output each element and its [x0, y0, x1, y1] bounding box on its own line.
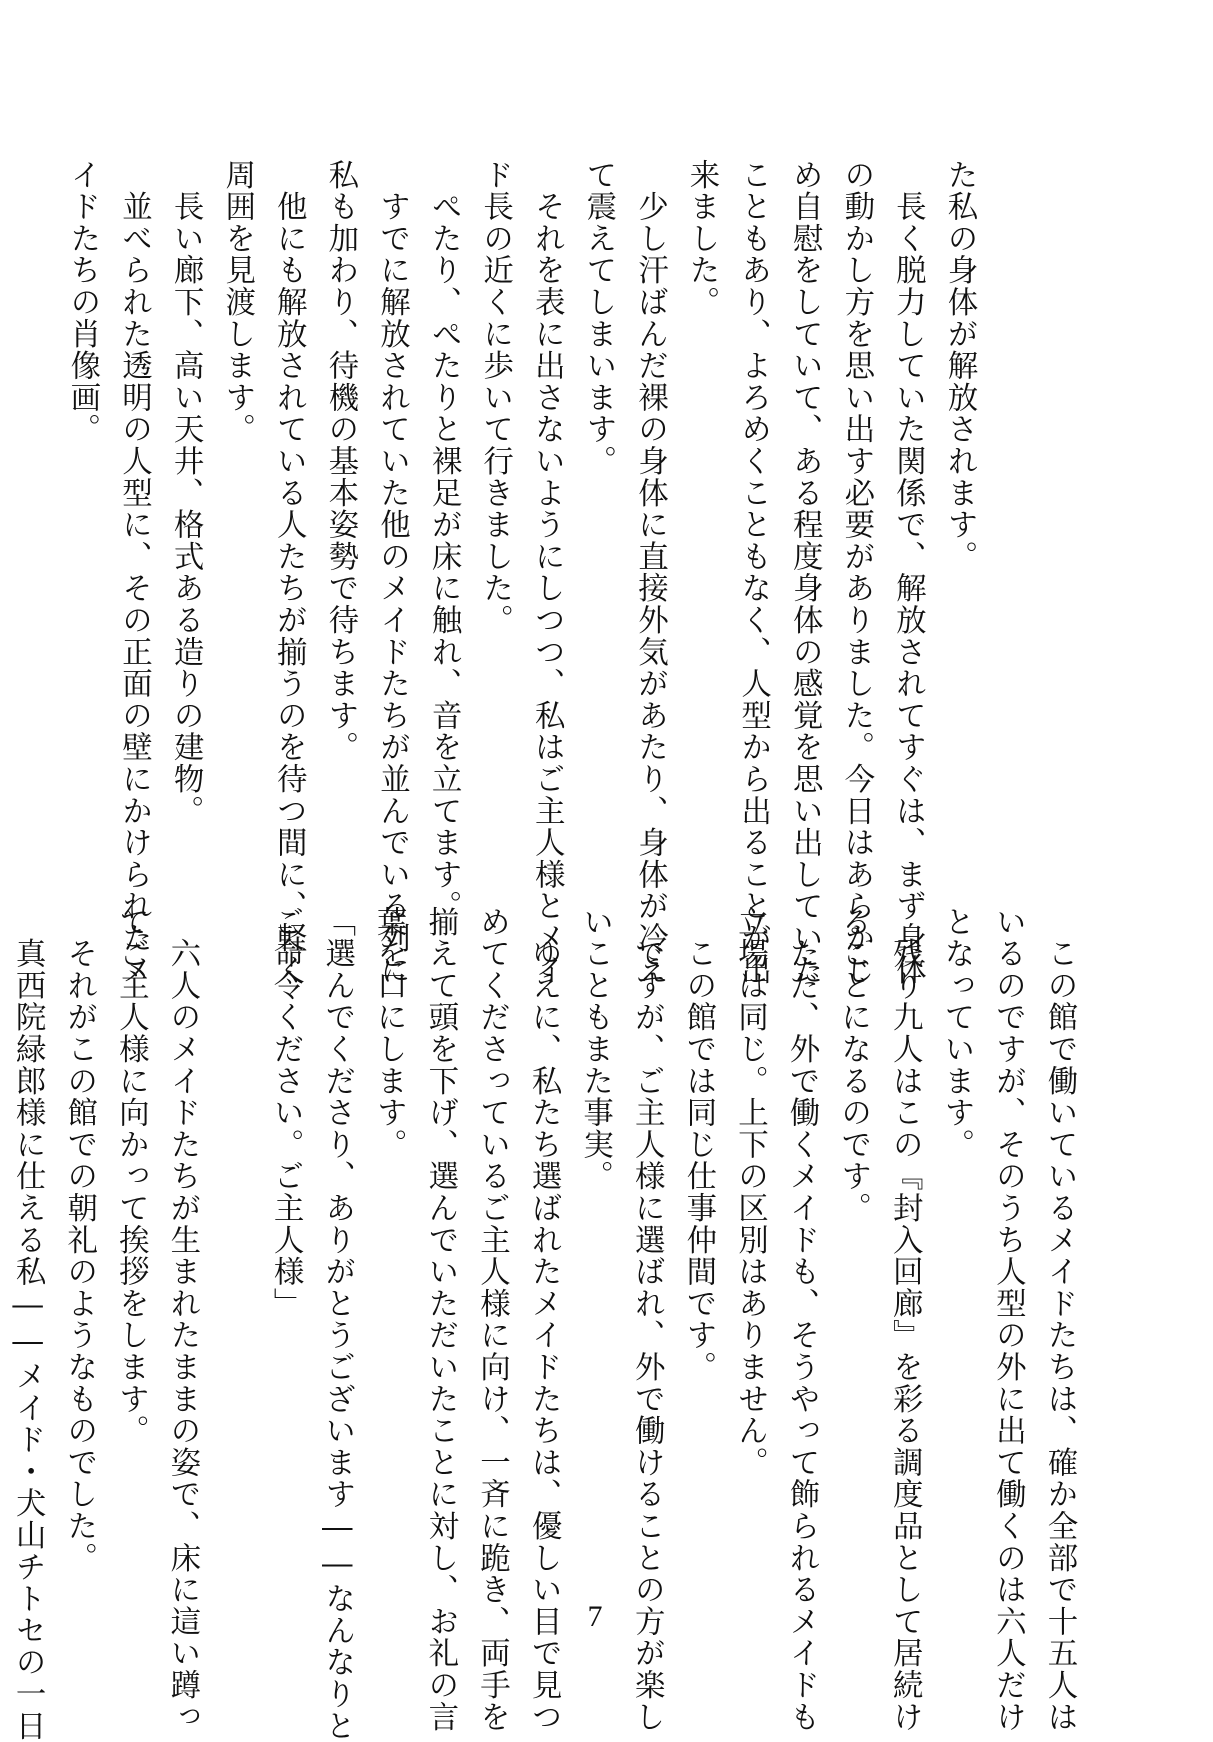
text-line: ゆえに、私たち選ばれたメイドたちは、優しい目で見つ [526, 906, 562, 1733]
text-line: ることになるのです。 [835, 906, 871, 1224]
text-line: て震えてしまいます。 [580, 159, 616, 477]
text-line: 周囲を見渡します。 [219, 159, 255, 446]
text-line: 長い廊下、高い天井、格式ある造りの建物。 [168, 159, 204, 827]
text-line: 長く脱力していた関係で、解放されてすぐは、まず身体 [890, 159, 926, 986]
text-line: すでに解放されていた他のメイドたちが並んでいる列に [374, 159, 410, 986]
text-line: 真西院緑郎様に仕える私――メイド・犬山チトセの一日 [10, 906, 46, 1742]
text-line: この館では同じ仕事仲間です。 [680, 906, 716, 1383]
text-line [5, 159, 57, 809]
text-line: いるのですが、そのうち人型の外に出て働くのは六人だけ [990, 906, 1026, 1733]
text-line: こともあり、よろめくこともなく、人型から出ることが出 [735, 159, 771, 986]
text-line: それを表に出さないようにしつつ、私はご主人様とメイ [529, 159, 565, 986]
text-line: 葉を口にします。 [371, 906, 407, 1161]
text-line: 私も加わり、待機の基本姿勢で待ちます。 [322, 159, 358, 764]
lower-text-block [10, 906, 1085, 1742]
upper-text-block [64, 159, 985, 986]
text-line: 六人のメイドたちが生まれたままの姿で、床に這い蹲っ [164, 906, 200, 1733]
text-line [208, 906, 260, 1506]
text-line: 少し汗ばんだ裸の身体に直接外気があたり、身体が冷え [632, 159, 668, 986]
text-line: ぺたり、ぺたりと裸足が床に触れ、音を立てます。 [426, 159, 462, 923]
text-line: 並べられた透明の人型に、その正面の壁にかけられたメ [116, 159, 152, 986]
text-line [0, 159, 5, 809]
text-line: 立場は同じ。上下の区別はありません。 [732, 906, 768, 1479]
text-line: 残り九人はこの『封入回廊』を彩る調度品として居続け [887, 906, 923, 1733]
text-line: てご主人様に向かって挨拶をします。 [113, 906, 149, 1447]
text-line: めてくださっているご主人様に向け、一斉に跪き、両手を [474, 906, 510, 1733]
text-line: 揃えて頭を下げ、選んでいただいたことに対し、お礼の言 [422, 906, 458, 1733]
text-line: 他にも解放されている人たちが揃うのを待つ間に、軽く [271, 159, 307, 986]
text-line: 「選んでくださり、ありがとうございます――なんなりと [319, 906, 355, 1742]
text-line: ただ、外で働くメイドも、そうやって飾られるメイドも [784, 906, 820, 1733]
text-line: それがこの館での朝礼のようなものでした。 [61, 906, 97, 1574]
text-line: ですが、ご主人様に選ばれ、外で働けることの方が楽し [629, 906, 665, 1733]
page-number: 7 [587, 1600, 603, 1633]
text-line: 来ました。 [684, 159, 720, 318]
text-line: た私の身体が解放されます。 [942, 159, 977, 573]
text-line: ド長の近くに歩いて行きました。 [477, 159, 513, 636]
text-line: いこともまた事実。 [577, 906, 613, 1193]
text-line: の動かし方を思い出す必要がありました。今日はあらかじ [838, 159, 874, 986]
text-line: イドたちの肖像画。 [64, 159, 100, 446]
text-line: この館で働いているメイドたちは、確か全部で十五人は [1042, 906, 1077, 1733]
text-line: ご命令ください。ご主人様」 [268, 906, 304, 1320]
text-line: となっています。 [938, 906, 974, 1161]
text-line: め自慰をしていて、ある程度身体の感覚を思い出していた [787, 159, 823, 986]
